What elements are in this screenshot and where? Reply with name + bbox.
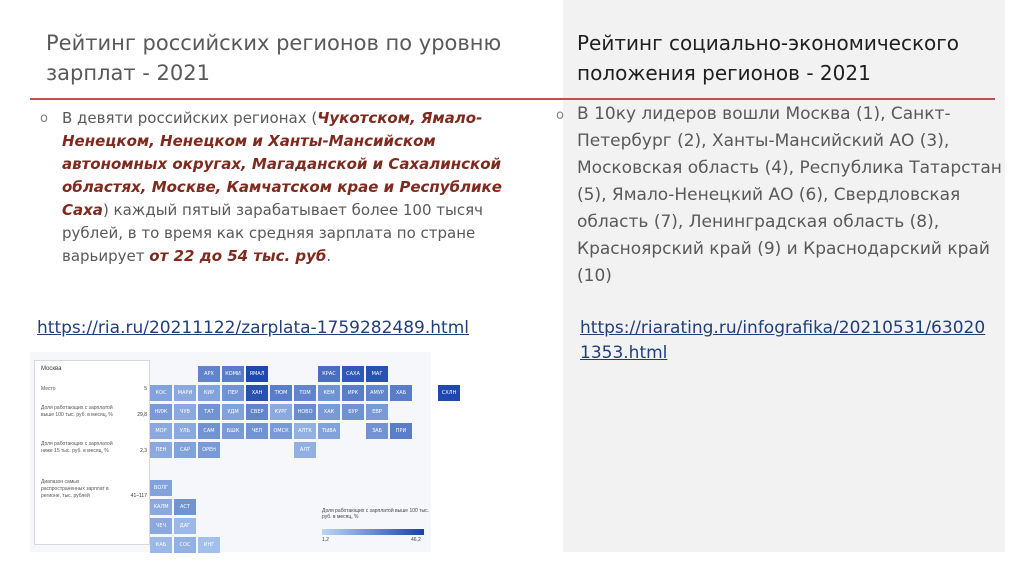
map-tile[interactable]: ЧЕЧ xyxy=(150,518,172,534)
map-tile[interactable]: ЧЕЛ xyxy=(246,423,268,439)
map-tile[interactable]: ХАН xyxy=(246,385,268,401)
region-info-card xyxy=(34,360,150,545)
map-tile[interactable]: КОМИ xyxy=(222,366,244,382)
map-tile[interactable]: ОМСК xyxy=(270,423,292,439)
map-tile[interactable]: ЯМАЛ xyxy=(246,366,268,382)
map-tile[interactable]: АЛТК xyxy=(294,423,316,439)
right-bullet-icon: o xyxy=(556,108,564,123)
left-source-link[interactable]: https://ria.ru/20211122/zarplata-1759282489.html xyxy=(37,318,469,338)
map-tile[interactable]: ХАБ xyxy=(390,385,412,401)
left-bullet-icon: o xyxy=(40,111,48,126)
map-tile[interactable]: ПРИ xyxy=(390,423,412,439)
map-tile[interactable]: ТЫВА xyxy=(318,423,340,439)
info-row-value: 41–117 xyxy=(130,493,147,499)
map-tile[interactable]: ИНГ xyxy=(198,537,220,553)
map-tile[interactable]: АСТ xyxy=(174,499,196,515)
map-tile[interactable]: КУРГ xyxy=(270,404,292,420)
map-tile[interactable]: КАЛМ xyxy=(150,499,172,515)
map-tile[interactable]: ПЕН xyxy=(150,442,172,458)
info-row-label: Доля работающих с зарплатой выше 100 тыс. руб. в месяц, % xyxy=(41,405,113,418)
map-tile[interactable]: КИР xyxy=(198,385,220,401)
map-tile[interactable]: ЧУВ xyxy=(174,404,196,420)
map-tile[interactable]: КРАС xyxy=(318,366,340,382)
salary-region-map xyxy=(30,352,457,552)
left-title: Рейтинг российских регионов по уровню зарплат - 2021 xyxy=(46,31,502,85)
left-bullet-text xyxy=(62,107,502,268)
map-tile[interactable]: САР xyxy=(174,442,196,458)
map-tile[interactable]: ЕВР xyxy=(366,404,388,420)
map-tile[interactable]: КОС xyxy=(150,385,172,401)
info-card-region: Москва xyxy=(41,366,62,372)
info-row-label: Доля работающих с зарплатой ниже 15 тыс. руб. в месяц, % xyxy=(41,441,113,454)
map-tile[interactable]: АРХ xyxy=(198,366,220,382)
info-row-value: 5 xyxy=(144,386,147,392)
map-tile[interactable]: ДАГ xyxy=(174,518,196,534)
map-tile[interactable]: СОС xyxy=(174,537,196,553)
left-bullet-text-2: ) каждый пятый зарабатывает более 100 тысяч рублей, в то время как средняя зарплата по стране варьирует xyxy=(62,201,484,265)
map-tile[interactable]: МАРИ xyxy=(174,385,196,401)
map-legend-scale xyxy=(322,529,424,535)
map-tile[interactable]: АМУР xyxy=(366,385,388,401)
info-row-label: Диапазон самых распространенных зарплат в регионе, тыс. рублей xyxy=(41,479,109,499)
map-tile[interactable]: УЛЬ xyxy=(174,423,196,439)
map-tile[interactable]: ИРК xyxy=(342,385,364,401)
right-source-link[interactable]: https://riarating.ru/infografika/20210531/630201353.html xyxy=(580,318,986,363)
right-bullet-text: В 10ку лидеров вошли Москва (1), Санкт-Петербург (2), Ханты-Мансийский АО (3), Московская область (4), Республика Татарстан (5), Ямало-Ненецкий АО (6), Свердловская область (7), Ленинградская область (8), Красноярский край (9) и Краснодарский край (10) xyxy=(577,104,1002,286)
map-tile[interactable]: АЛТ xyxy=(294,442,316,458)
right-title: Рейтинг социально-экономического положения регионов - 2021 xyxy=(577,31,960,85)
map-tile[interactable]: ОРЕН xyxy=(198,442,220,458)
map-tile[interactable]: ХАК xyxy=(318,404,340,420)
map-tile[interactable]: САХА xyxy=(342,366,364,382)
map-tile[interactable]: ТОМ xyxy=(294,385,316,401)
info-row-label: Место xyxy=(41,386,56,392)
map-tile[interactable]: ВОЛГ xyxy=(150,480,172,496)
map-tile[interactable]: СХЛН xyxy=(438,385,460,401)
map-tile[interactable]: БУР xyxy=(342,404,364,420)
map-tile[interactable]: САМ xyxy=(198,423,220,439)
map-tile[interactable]: НИЖ xyxy=(150,404,172,420)
map-tile[interactable]: ЗАБ xyxy=(366,423,388,439)
map-tile[interactable]: ТАТ xyxy=(198,404,220,420)
info-row-value: 2,3 xyxy=(140,448,147,454)
map-tile[interactable]: МАГ xyxy=(366,366,388,382)
map-legend-min: 1,2 xyxy=(322,537,329,543)
info-row-value: 29,8 xyxy=(137,412,147,418)
map-tile[interactable]: УДМ xyxy=(222,404,244,420)
map-tile[interactable]: СВЕР xyxy=(246,404,268,420)
map-tile[interactable]: КАБ xyxy=(150,537,172,553)
title-divider xyxy=(30,98,995,100)
left-bullet-highlight-range: от 22 до 54 тыс. руб xyxy=(149,247,327,265)
map-tile[interactable]: БШК xyxy=(222,423,244,439)
map-legend-title: Доля работающих с зарплатой выше 100 тыс. руб. в месяц, % xyxy=(322,508,429,520)
left-bullet-highlight-regions: Чукотском, Ямало-Ненецком, Ненецком и Ханты-Мансийском автономных округах, Магаданской и Сахалинской областях, Москве, Камчатском крае и Республике Саха xyxy=(62,109,502,219)
map-tile[interactable]: ТЮМ xyxy=(270,385,292,401)
map-legend-max: 46,2 xyxy=(411,537,421,543)
map-tile[interactable]: МОР xyxy=(150,423,172,439)
left-bullet-text-1: В девяти российских регионах ( xyxy=(62,109,318,127)
left-bullet-text-3: . xyxy=(326,247,332,265)
map-tile[interactable]: КЕМ xyxy=(318,385,340,401)
map-tile[interactable]: ПЕР xyxy=(222,385,244,401)
map-tile[interactable]: НОВО xyxy=(294,404,316,420)
